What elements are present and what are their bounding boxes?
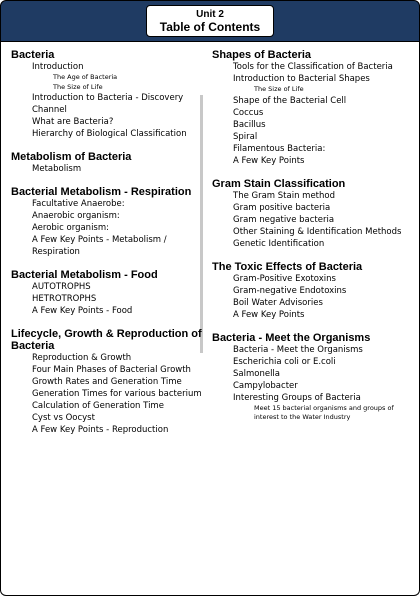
toc-item[interactable]: Aerobic organism: — [32, 223, 110, 233]
toc-item[interactable]: Boil Water Advisories — [233, 297, 323, 308]
toc-item[interactable]: Hierarchy of Biological Classification — [32, 129, 187, 139]
toc-item[interactable]: Reproduction & Growth — [32, 353, 132, 363]
toc-item[interactable]: Introduction to Bacterial Shapes — [233, 74, 370, 84]
toc-subitem[interactable]: Meet 15 bacterial organisms and groups of interest to the Water Industry — [254, 403, 394, 421]
toc-item[interactable]: Growth Rates and Generation Time — [32, 377, 182, 387]
section-shapes-of-bacteria[interactable]: Shapes of Bacteria — [212, 49, 312, 61]
toc-item[interactable]: Shape of the Bacterial Cell — [233, 95, 347, 106]
section-gap — [212, 250, 412, 261]
toc-item[interactable]: Metabolism — [32, 164, 82, 174]
toc-item[interactable]: HETROTROPHS — [32, 294, 97, 304]
toc-right-column — [212, 49, 412, 423]
toc-item[interactable]: Filamentous Bacteria: — [233, 143, 326, 154]
section-bacteria-meet-the-organisms[interactable]: Bacteria - Meet the Organisms — [212, 331, 371, 344]
toc-item[interactable]: Facultative Anaerobe: — [32, 199, 125, 209]
toc-left-column — [11, 49, 203, 436]
header-bar — [0, 0, 420, 42]
toc-item[interactable]: Other Staining & Identification Methods — [233, 226, 402, 237]
toc-item[interactable]: Introduction — [32, 62, 84, 72]
toc-item[interactable]: Escherichia coli or E.coli — [233, 356, 336, 367]
toc-item[interactable]: Gram negative bacteria — [233, 214, 335, 225]
toc-item[interactable]: Four Main Phases of Bacterial Growth — [32, 365, 191, 375]
section-the-toxic-effects-of-bacteria[interactable]: The Toxic Effects of Bacteria — [212, 260, 363, 273]
page-title: Table of Contents — [159, 20, 261, 34]
toc-item[interactable]: Genetic Identification — [233, 238, 325, 249]
toc-item[interactable]: Generation Times for various bacterium — [32, 389, 202, 399]
toc-item[interactable]: A Few Key Points — [233, 155, 305, 166]
toc-item[interactable]: AUTOTROPHS — [32, 282, 91, 292]
toc-item[interactable]: Tools for the Classification of Bacteria — [233, 62, 393, 72]
toc-subitem[interactable]: The Size of Life — [53, 82, 103, 91]
section-bacteria[interactable]: Bacteria — [11, 49, 55, 61]
section-gap — [11, 317, 203, 328]
toc-item[interactable]: What are Bacteria? — [32, 117, 114, 127]
toc-item[interactable]: A Few Key Points - Metabolism / Respiration — [32, 235, 167, 257]
section-gap — [11, 140, 203, 151]
toc-subitem[interactable]: The Age of Bacteria — [53, 73, 118, 81]
toc-item[interactable]: Salmonella — [233, 368, 280, 379]
toc-item[interactable]: Campylobacter — [233, 380, 298, 391]
toc-item[interactable]: Cyst vs Oocyst — [32, 413, 95, 423]
toc-item[interactable]: A Few Key Points — [233, 309, 305, 320]
section-bacterial-metabolism-respiration[interactable]: Bacterial Metabolism - Respiration — [11, 186, 192, 198]
section-metabolism-of-bacteria[interactable]: Metabolism of Bacteria — [11, 151, 132, 163]
section-bacterial-metabolism-food[interactable]: Bacterial Metabolism - Food — [11, 269, 158, 281]
toc-item[interactable]: A Few Key Points - Reproduction — [32, 425, 169, 435]
toc-item[interactable]: Calculation of Generation Time — [32, 401, 164, 411]
toc-item[interactable]: Bacillus — [233, 119, 266, 130]
toc-item[interactable]: Gram positive bacteria — [233, 202, 331, 213]
toc-item[interactable]: Introduction to Bacteria - Discovery Channel — [32, 93, 184, 115]
title-box — [146, 5, 274, 37]
toc-item[interactable]: Anaerobic organism: — [32, 211, 120, 221]
section-gap — [11, 175, 203, 186]
toc-item[interactable]: Bacteria - Meet the Organisms — [233, 344, 363, 355]
toc-subitem[interactable]: The Size of Life — [254, 85, 304, 93]
toc-item[interactable]: A Few Key Points - Food — [32, 306, 133, 316]
section-lifecycle-growth-reproduction-of-bacteria[interactable]: Lifecycle, Growth & Reproduction of Bacteria — [11, 328, 202, 352]
section-gram-stain-classification[interactable]: Gram Stain Classification — [212, 177, 346, 190]
unit-label: Unit 2 — [196, 9, 224, 20]
section-gap — [11, 258, 203, 269]
section-gap — [212, 321, 412, 332]
toc-item[interactable]: Coccus — [233, 107, 264, 118]
section-gap — [212, 167, 412, 178]
toc-item[interactable]: Gram-Positive Exotoxins — [233, 273, 336, 284]
toc-item[interactable]: Spiral — [233, 131, 258, 142]
toc-item[interactable]: Gram-negative Endotoxins — [233, 285, 347, 296]
toc-item[interactable]: The Gram Stain method — [233, 190, 335, 201]
toc-item[interactable]: Interesting Groups of Bacteria — [233, 392, 361, 403]
